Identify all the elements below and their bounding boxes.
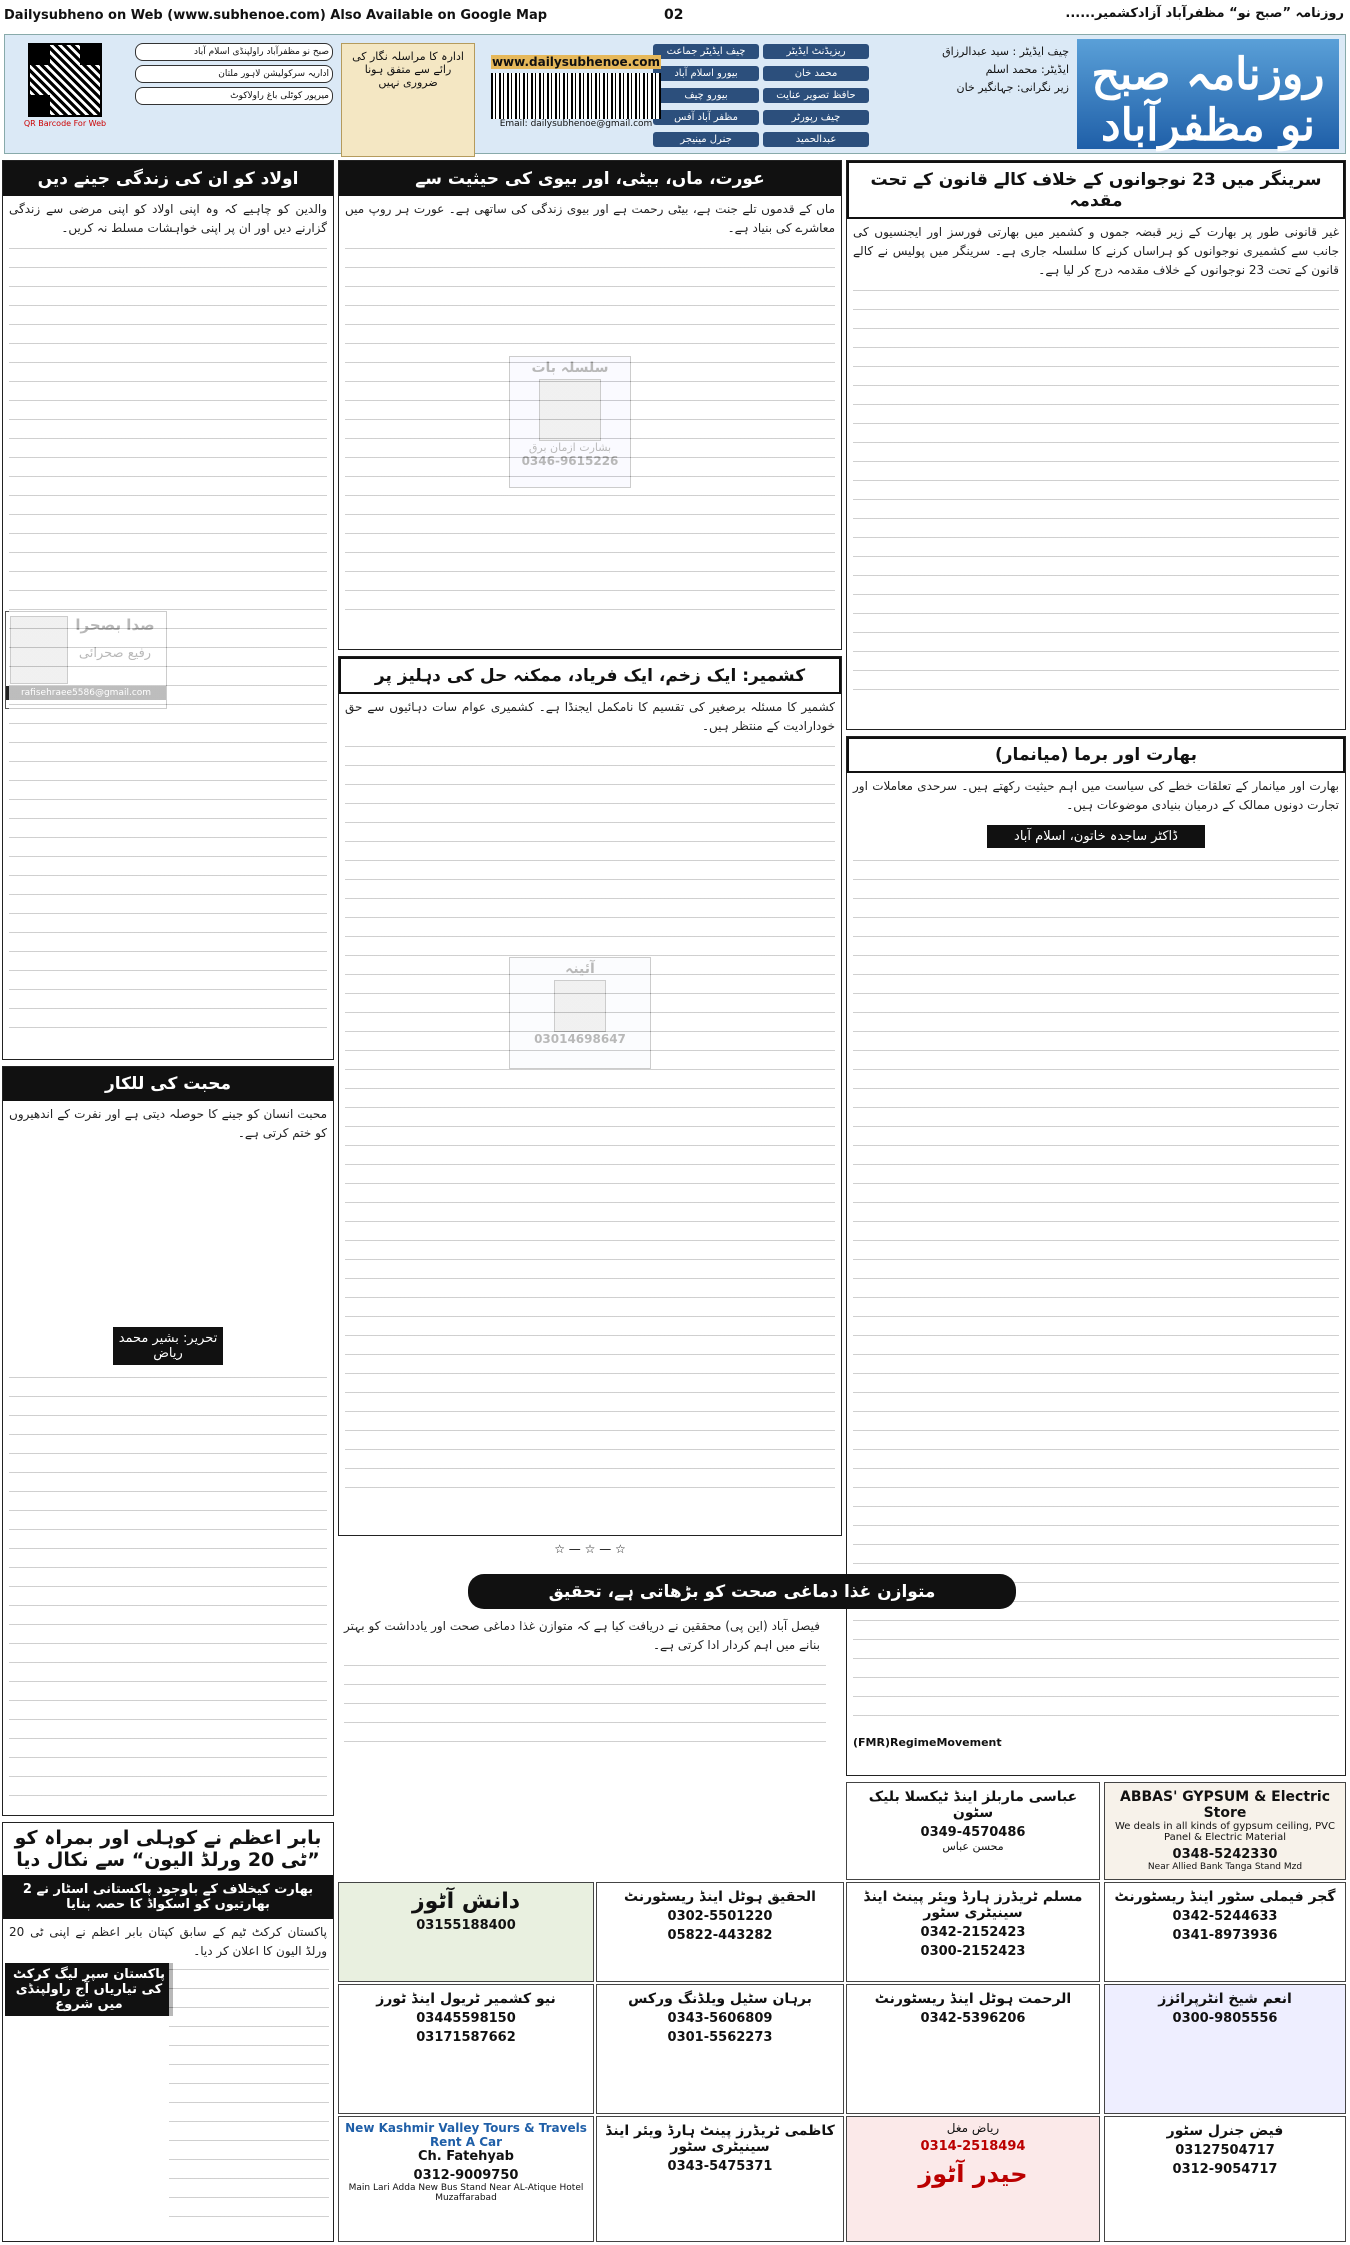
- article-body: کشمیر کا مسئلہ برصغیر کی تقسیم کا نامکمل ایجنڈا ہے۔ کشمیری عوام سات دہائیوں سے حق خودارادیت کے منتظر ہیں۔: [345, 700, 835, 733]
- ad-name: برہان سٹیل ویلڈنگ ورکس: [628, 1991, 812, 2007]
- ad-name: حیدر آٹوز: [918, 2160, 1028, 2188]
- article-women: [338, 160, 842, 650]
- article-sports: [2, 1822, 334, 2242]
- ad-person: ریاض مغل: [946, 2121, 1000, 2135]
- top-bar: [0, 0, 1350, 32]
- ad-phone: 03127504717: [1175, 2143, 1275, 2158]
- office-tag: چیف رپورٹر: [763, 110, 869, 125]
- stars-divider: ☆ — ☆ — ☆: [554, 1542, 626, 1556]
- article-love: [2, 1066, 334, 1816]
- ad-name: انعم شیخ انٹرپرائزز: [1158, 1991, 1292, 2007]
- ad-person: Ch. Fatehyab: [418, 2149, 514, 2164]
- psl-title: پاکستان سپر لیگ کرکٹ کی تیاریاں آج راولپنڈی میں شروع: [5, 1963, 173, 2016]
- note-line: زیر نگرانی: جہانگیر خان: [956, 81, 1069, 94]
- ad-phone: 0342-5396206: [920, 2011, 1026, 2026]
- ad-name: دانش آٹوز: [411, 1889, 521, 1914]
- office-tag: عبدالحمید: [763, 132, 869, 147]
- article-kashmir: [338, 656, 842, 1536]
- ad-kazmi-traders[interactable]: [596, 2116, 844, 2242]
- article-children: [2, 160, 334, 1060]
- distribution-item: صبح نو مظفرآباد راولپنڈی اسلام آباد: [135, 43, 333, 61]
- ad-gujjar-store[interactable]: [1104, 1882, 1346, 1982]
- website-note: Dailysubheno on Web (www.subhenoe.com) Also Available on Google Map: [4, 8, 548, 23]
- article-subtitle: بھارت کیخلاف کے باوجود پاکستانی اسٹار نے 2 بھارتیوں کو اسکواڈ کا حصہ بنایا: [3, 1875, 333, 1919]
- ad-phone: 0349-4570486: [920, 1825, 1026, 1840]
- ad-name: الرحمت ہوٹل اینڈ ریسٹورنٹ: [874, 1991, 1072, 2007]
- page-number: 02: [664, 7, 684, 23]
- ad-phone: 0342-2152423: [920, 1925, 1026, 1940]
- ad-abbas-gypsum[interactable]: [1104, 1782, 1346, 1880]
- qr-caption: QR Barcode For Web: [23, 119, 107, 128]
- ad-anam-sheikh[interactable]: [1104, 1984, 1346, 2114]
- article-footer: (FMR)RegimeMovement: [853, 1736, 1002, 1749]
- ad-abbasi-marbles[interactable]: [846, 1782, 1100, 1880]
- ad-phone-2: 0300-2152423: [920, 1944, 1026, 1959]
- qr-code[interactable]: [15, 41, 115, 149]
- note-line: چیف ایڈیٹر : سید عبدالرزاق: [942, 45, 1069, 58]
- masthead-notes: [879, 43, 1069, 97]
- article-body: غیر قانونی طور پر بھارت کے زیر قبضہ جموں و کشمیر میں بھارتی فورسز اور ایجنسیوں کی جانب سے کشمیری نوجوانوں کو ہراساں کرنے کا سلسلہ جاری ہے۔ سرینگر میں پولیس نے کالے قانون کے تحت 23 نوجوانوں کے خلاف مقدمہ درج کر لیا ہے۔: [853, 225, 1339, 277]
- ad-phone-2: 0341-8973936: [1172, 1928, 1278, 1943]
- distribution-list: [135, 39, 333, 109]
- ad-faiz-general-store[interactable]: [1104, 2116, 1346, 2242]
- article-title: متوازن غذا دماغی صحت کو بڑھاتی ہے، تحقیق: [468, 1574, 1016, 1609]
- article-text-lines: [9, 1371, 327, 1811]
- article-body: بھارت اور میانمار کے تعلقات خطے کی سیاست میں اہم حیثیت رکھتے ہیں۔ سرحدی معاملات اور تجارت دونوں ممالک کے درمیان بنیادی موضوعات ہیں۔: [853, 779, 1339, 812]
- ad-phone: 0312-9009750: [413, 2168, 519, 2183]
- masthead: [4, 34, 1346, 154]
- ad-al-rehmat-hotel[interactable]: [846, 1984, 1100, 2114]
- ad-phone: 0343-5475371: [667, 2159, 773, 2174]
- ad-name: New Kashmir Valley Tours & Travels Rent A Car: [345, 2121, 587, 2149]
- office-tag: مظفر آباد آفس: [653, 110, 759, 125]
- ad-name: ABBAS' GYPSUM & Electric Store: [1119, 1789, 1331, 1821]
- article-title: اولاد کو ان کی زندگی جینے دیں: [3, 161, 333, 196]
- article-title: بھارت اور برما (میانمار): [847, 737, 1345, 773]
- office-tag: بیورو اسلام آباد: [653, 66, 759, 81]
- article-title: سرینگر میں 23 نوجوانوں کے خلاف کالے قانون کے تحت مقدمہ: [847, 161, 1345, 219]
- ad-phone: 0348-5242330: [1172, 1847, 1278, 1862]
- office-tag: بیورو چیف: [653, 88, 759, 103]
- office-tag: محمد خان: [763, 66, 869, 81]
- article-body: فیصل آباد (این پی) محققین نے دریافت کیا ہے کہ متوازن غذا دماغی صحت اور یادداشت کو بہتر بنانے میں اہم کردار ادا کرتی ہے۔: [344, 1619, 820, 1652]
- ad-phone: 0300-9805556: [1172, 2011, 1278, 2026]
- disclaimer-scroll: ادارہ کا مراسلہ نگار کی رائے سے متفق ہونا ضروری نہیں: [341, 43, 475, 157]
- ad-address: Near Allied Bank Tanga Stand Mzd: [1147, 1862, 1303, 1872]
- ad-kashmir-valley-tours[interactable]: [338, 2116, 594, 2242]
- ad-phone-2: 05822-443282: [667, 1928, 773, 1943]
- ad-name: گجر فیملی سٹور اینڈ ریسٹورنٹ: [1114, 1889, 1336, 1905]
- article-text-lines: [9, 242, 327, 1032]
- ad-phone-2: 0301-5562273: [667, 2030, 773, 2045]
- ad-name: نیو کشمیر ٹریول اینڈ ٹورز: [376, 1991, 556, 2007]
- logo-title: روزنامہ صبح نو مظفرآباد: [1091, 49, 1325, 151]
- ad-name: عباسی ماربلز اینڈ ٹیکسلا بلیک سٹون: [868, 1789, 1078, 1821]
- ad-muslim-traders[interactable]: [846, 1882, 1100, 1982]
- ad-address: Main Lari Adda New Bus Stand Near AL-Atique Hotel Muzaffarabad: [348, 2183, 584, 2203]
- ad-new-kashmir-travel[interactable]: [338, 1984, 594, 2114]
- ad-phone: 0302-5501220: [667, 1909, 773, 1924]
- ad-phone: 03445598150: [416, 2011, 516, 2026]
- note-line: ایڈیٹر: محمد اسلم: [985, 63, 1069, 76]
- ad-name: الحقیق ہوٹل اینڈ ریسٹورنٹ: [624, 1889, 816, 1905]
- article-title: محبت کی للکار: [3, 1067, 333, 1101]
- newspaper-logo: [1077, 39, 1339, 149]
- ad-burhan-steel[interactable]: [596, 1984, 844, 2114]
- ad-owner: محسن عباس: [942, 1840, 1004, 1853]
- website-url[interactable]: www.dailysubhenoe.com: [491, 55, 661, 69]
- article-diet: [338, 1564, 1346, 1774]
- qr-code-icon: [28, 43, 102, 117]
- office-tag: حافظ تصویر عنایت: [763, 88, 869, 103]
- distribution-item: میرپور کوٹلی باغ راولاکوٹ: [135, 87, 333, 105]
- barcode-bars: [491, 73, 661, 119]
- article-main: [846, 160, 1346, 730]
- office-tag: چیف ایڈیٹر جماعت: [653, 44, 759, 59]
- ad-name: کاظمی ٹریڈرز پینٹ ہارڈ ویئر اینڈ سینیٹری سٹور: [605, 2123, 835, 2155]
- ad-danish-autos[interactable]: [338, 1882, 594, 1982]
- ad-name: مسلم ٹریڈرز ہارڈ ویئر پینٹ اینڈ سینیٹری سٹور: [863, 1889, 1083, 1921]
- ad-phone: 0343-5606809: [667, 2011, 773, 2026]
- ad-hotel-al-haqeeq[interactable]: [596, 1882, 844, 1982]
- author-label: ڈاکٹر ساجدہ خاتون، اسلام آباد: [987, 825, 1205, 848]
- ad-phone-2: 0312-9054717: [1172, 2162, 1278, 2177]
- paper-name-line: روزنامہ ”صبح نو“ مظفرآباد آزادکشمیر......: [1065, 6, 1344, 21]
- article-body: ماں کے قدموں تلے جنت ہے، بیٹی رحمت ہے اور بیوی زندگی کی ساتھی ہے۔ عورت ہر روپ میں معاشرے کی بنیاد ہے۔: [345, 202, 835, 235]
- author-label: تحریر: بشیر محمد ریاض: [113, 1327, 223, 1365]
- article-body: والدین کو چاہیے کہ وہ اپنی اولاد کو اپنی مرضی سے زندگی گزارنے دیں اور ان پر اپنی خواہشات مسلط نہ کریں۔: [9, 202, 327, 235]
- article-text-lines: [345, 740, 835, 1500]
- article-title: کشمیر: ایک زخم، ایک فریاد، ممکنہ حل کی دہلیز پر: [339, 657, 841, 694]
- distribution-item: اداریہ سرکولیشن لاہور ملتان: [135, 65, 333, 83]
- barcode: [491, 55, 661, 135]
- office-tags: [651, 39, 871, 149]
- article-text-lines: [345, 242, 835, 622]
- article-body: محبت انسان کو جینے کا حوصلہ دیتی ہے اور نفرت کے اندھیروں کو ختم کرتی ہے۔: [9, 1107, 327, 1140]
- ad-phone: 03155188400: [416, 1918, 516, 1933]
- ad-phone: 0314-2518494: [920, 2139, 1026, 2154]
- ad-phone: 0342-5244633: [1172, 1909, 1278, 1924]
- article-title: عورت، ماں، بیٹی، اور بیوی کی حیثیت سے: [339, 161, 841, 196]
- email-line[interactable]: Email: dailysubhenoe@gmail.com: [499, 119, 653, 129]
- office-tag: جنرل مینیجر: [653, 132, 759, 147]
- ad-phone-2: 03171587662: [416, 2030, 516, 2045]
- article-text-lines: [344, 1659, 826, 1759]
- article-body: پاکستان کرکٹ ٹیم کے سابق کپتان بابر اعظم نے اپنی ٹی 20 ورلڈ الیون کا اعلان کر دیا۔: [9, 1925, 327, 1958]
- office-tag: ریزیڈنٹ ایڈیٹر: [763, 44, 869, 59]
- ad-name: فیض جنرل سٹور: [1166, 2123, 1284, 2139]
- ad-line: We deals in all kinds of gypsum ceiling, PVC Panel & Electric Material: [1114, 1821, 1335, 1843]
- article-text-lines: [169, 1963, 329, 2233]
- ad-haider-autos[interactable]: [846, 2116, 1100, 2242]
- article-title: بابر اعظم نے کوہلی اور بمراہ کو ”ٹی 20 ورلڈ الیون“ سے نکال دیا: [14, 1827, 322, 1871]
- article-text-lines: [853, 284, 1339, 704]
